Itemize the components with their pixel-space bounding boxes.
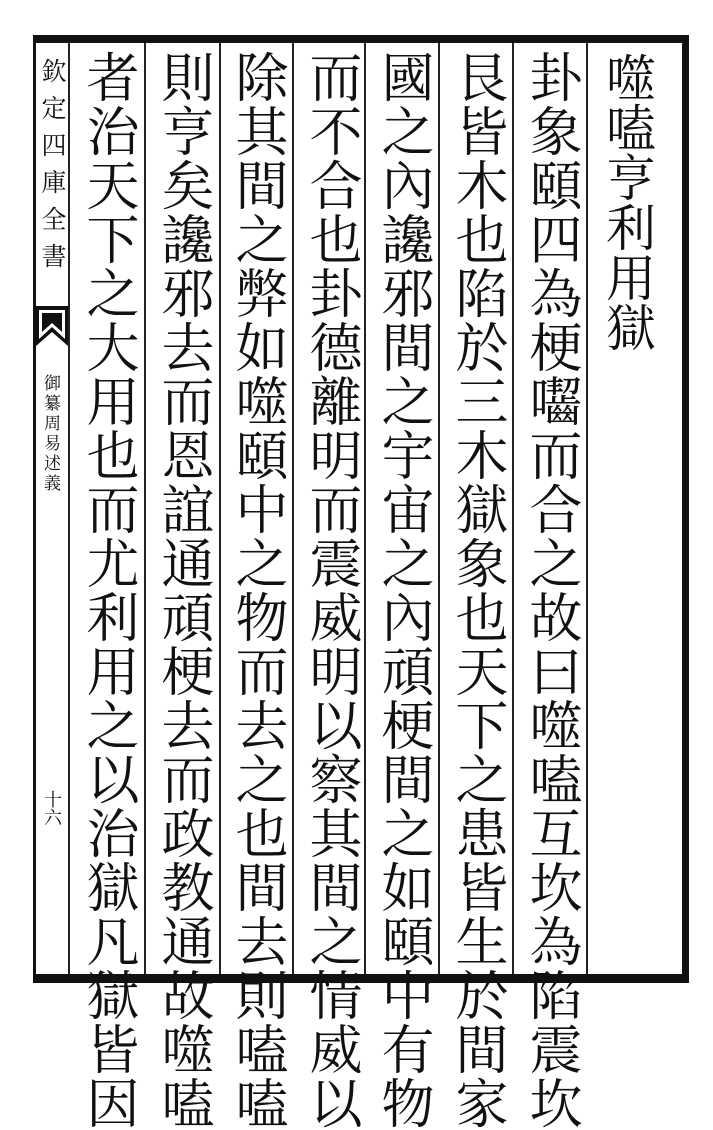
- text-column-2: 艮皆木也陷於三木獄象也天下之患皆生於間家: [447, 50, 508, 1130]
- column-rule: [144, 43, 146, 974]
- column-rule: [586, 43, 588, 974]
- text-column-4: 而不合也卦德離明而震威明以察其間之情威以: [301, 50, 362, 1130]
- column-rule: [292, 43, 294, 974]
- text-column-6: 則亨矣讒邪去而恩誼通頑梗去而政教通故噬嗑: [153, 50, 214, 1130]
- column-rule: [68, 43, 70, 974]
- frame-right-border: [682, 35, 689, 983]
- column-rule: [438, 43, 440, 974]
- frame-top-border: [33, 35, 689, 43]
- text-column-1: 卦象頤四為梗囓而合之故曰噬嗑互坎為陷震坎: [521, 50, 582, 1130]
- text-column-7: 者治天下之大用也而尤利用之以治獄凡獄皆因: [78, 50, 139, 1130]
- column-rule: [364, 43, 366, 974]
- frame-left-border: [33, 35, 36, 983]
- hexagram-heading: 噬嗑亨利用獄: [598, 52, 656, 352]
- library-title: 欽定四庫全書: [38, 58, 67, 280]
- text-column-5: 除其間之弊如噬頤中之物而去之也間去則嗑嗑: [227, 50, 288, 1130]
- column-rule: [219, 43, 221, 974]
- fishtail-ornament-icon: [36, 306, 68, 346]
- text-column-3: 國之內讒邪間之宇宙之內頑梗間之如頤中有物: [373, 50, 434, 1130]
- column-rule: [512, 43, 514, 974]
- book-title: 御纂周易述義: [40, 374, 60, 494]
- page-number: 十六: [41, 790, 62, 826]
